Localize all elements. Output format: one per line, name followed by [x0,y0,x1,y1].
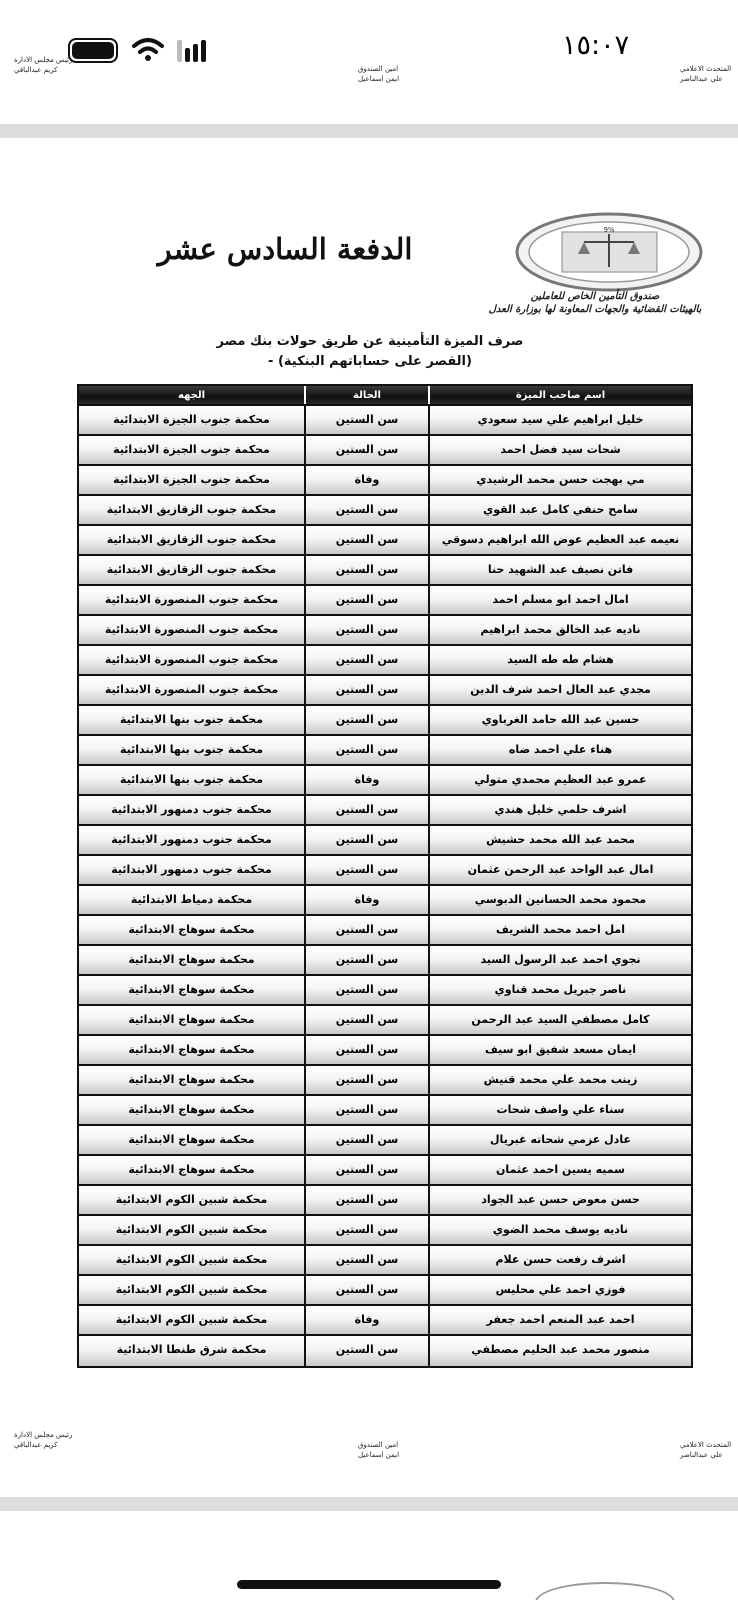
table-row [79,586,691,616]
cell-department: محكمة جنوب بنها الابتدائية [79,766,304,794]
table-row [79,946,691,976]
cell-name: اشرف حلمي خليل هندي [428,796,691,824]
cell-name: نعيمه عبد العظيم عوض الله ابراهيم دسوقي [428,526,691,554]
cell-department: محكمة جنوب الجيزة الابتدائية [79,406,304,434]
cell-name: مي بهجت حسن محمد الرشيدي [428,466,691,494]
svg-text:9%: 9% [603,226,615,234]
table-row [79,676,691,706]
table-row [79,556,691,586]
cell-status: سن الستين [304,1096,428,1124]
cell-status: وفاة [304,766,428,794]
signature-treasurer: امين الصندوق ايمن اسماعيل [358,65,400,83]
table-row [79,406,691,436]
cell-status: سن الستين [304,406,428,434]
cell-name: سناء علي واصف شحات [428,1096,691,1124]
cell-status: سن الستين [304,976,428,1004]
cell-department: محكمة شبين الكوم الابتدائية [79,1276,304,1304]
cell-department: محكمة جنوب دمنهور الابتدائية [79,796,304,824]
table-row [79,1156,691,1186]
cell-status: سن الستين [304,526,428,554]
cell-status: سن الستين [304,556,428,584]
table-row [79,766,691,796]
cell-status: سن الستين [304,1036,428,1064]
table-row [79,1276,691,1306]
header-status: الحالة [304,386,428,404]
table-row [79,886,691,916]
cell-department: محكمة شبين الكوم الابتدائية [79,1306,304,1334]
cell-department: محكمة جنوب دمنهور الابتدائية [79,856,304,884]
cell-department: محكمة جنوب بنها الابتدائية [79,736,304,764]
cell-department: محكمة سوهاج الابتدائية [79,1066,304,1094]
table-row [79,706,691,736]
cell-name: سميه يسين احمد عثمان [428,1156,691,1184]
cell-name: عمرو عبد العظيم محمدي متولي [428,766,691,794]
cell-department: محكمة جنوب الزقازيق الابتدائية [79,556,304,584]
cell-status: سن الستين [304,676,428,704]
cell-name: فوزي احمد علي محليس [428,1276,691,1304]
table-row [79,1096,691,1126]
header-name: اسم صاحب الميزة [428,386,691,404]
table-row [79,916,691,946]
cell-status: سن الستين [304,916,428,944]
cell-status: وفاة [304,886,428,914]
battery-icon [68,38,118,63]
table-row [79,1246,691,1276]
cell-status: سن الستين [304,1186,428,1214]
next-page-logo-partial [535,1582,675,1600]
cell-department: محكمة جنوب الجيزة الابتدائية [79,436,304,464]
description-line-1: صرف الميزة التأمينية عن طريق حولات بنك مصر [216,334,524,349]
table-row [79,436,691,466]
status-bar [0,0,738,70]
status-time: ١٥:٠٧ [562,30,630,61]
table-row [79,1036,691,1066]
table-row [79,1216,691,1246]
cell-status: سن الستين [304,736,428,764]
page-separator-bottom [0,1497,738,1511]
cell-name: محمد عبد الله محمد حشيش [428,826,691,854]
table-row [79,1186,691,1216]
table-row [79,616,691,646]
cell-status: وفاة [304,466,428,494]
table-row [79,526,691,556]
cell-name: حسين عبد الله حامد الغرباوي [428,706,691,734]
cell-department: محكمة شبين الكوم الابتدائية [79,1186,304,1214]
table-row [79,496,691,526]
cell-name: هشام طه طه السيد [428,646,691,674]
cell-department: محكمة جنوب المنصورة الابتدائية [79,616,304,644]
table-body [79,406,691,1366]
cell-department: محكمة سوهاج الابتدائية [79,1126,304,1154]
cell-name: خليل ابراهيم علي سيد سعودي [428,406,691,434]
cell-department: محكمة سوهاج الابتدائية [79,1156,304,1184]
cell-status: سن الستين [304,1126,428,1154]
cell-status: سن الستين [304,1066,428,1094]
cell-department: محكمة جنوب المنصورة الابتدائية [79,586,304,614]
table-row [79,796,691,826]
cell-department: محكمة جنوب المنصورة الابتدائية [79,646,304,674]
home-indicator[interactable] [237,1580,501,1589]
cell-department: محكمة سوهاج الابتدائية [79,1006,304,1034]
table-row [79,646,691,676]
cell-status: سن الستين [304,706,428,734]
cellular-signal-icon [177,40,206,62]
table-row [79,1306,691,1336]
cell-name: اشرف رفعت حسن علام [428,1246,691,1274]
logo-caption: صندوق التأمين الخاص للعاملين بالهيئات القضائية والجهات المعاونة لها بوزارة العدل [488,291,702,315]
table-row [79,736,691,766]
cell-name: فاتن نصيف عبد الشهيد حنا [428,556,691,584]
cell-name: حسن معوض حسن عبد الجواد [428,1186,691,1214]
cell-status: سن الستين [304,1006,428,1034]
cell-department: محكمة شبين الكوم الابتدائية [79,1246,304,1274]
header-department: الجهه [177,390,206,401]
cell-department: محكمة جنوب الزقازيق الابتدائية [79,496,304,524]
cell-name: محمود محمد الحسانين الدبوسي [428,886,691,914]
signature-spokesman: المتحدث الاعلامي علي عبدالناصر [680,65,732,83]
table-row [79,1066,691,1096]
beneficiaries-table [77,384,693,1368]
batch-title: الدفعة السادس عشر [157,232,413,266]
cell-department: محكمة شرق طنطا الابتدائية [79,1336,304,1366]
cell-status: سن الستين [304,586,428,614]
cell-department: محكمة سوهاج الابتدائية [79,1096,304,1124]
cell-department: محكمة جنوب الزقازيق الابتدائية [79,526,304,554]
cell-status: سن الستين [304,646,428,674]
cell-name: عادل عزمي شحاته غبريال [428,1126,691,1154]
cell-name: ناديه يوسف محمد الضوي [428,1216,691,1244]
table-row [79,1336,691,1366]
cell-department: محكمة سوهاج الابتدائية [79,976,304,1004]
cell-department: محكمة دمياط الابتدائية [79,886,304,914]
cell-status: سن الستين [304,1216,428,1244]
table-row [79,1126,691,1156]
wifi-icon [132,38,164,62]
cell-department: محكمة جنوب بنها الابتدائية [79,706,304,734]
cell-name: ناديه عبد الخالق محمد ابراهيم [428,616,691,644]
cell-name: احمد عبد المنعم احمد جعفر [428,1306,691,1334]
table-row [79,1006,691,1036]
cell-department: محكمة سوهاج الابتدائية [79,946,304,974]
cell-department: محكمة سوهاج الابتدائية [79,1036,304,1064]
cell-status: سن الستين [304,1156,428,1184]
cell-name: هناء علي احمد ضاه [428,736,691,764]
page-separator [0,124,738,138]
cell-name: كامل مصطفي السيد عبد الرحمن [428,1006,691,1034]
table-row [79,856,691,886]
cell-name: شحات سيد فضل احمد [428,436,691,464]
cell-name: نجوي احمد عبد الرسول السيد [428,946,691,974]
cell-status: سن الستين [304,496,428,524]
signature-chairman-bottom: رئيس مجلس الادارة كريم عبدالباقي [14,1431,73,1449]
cell-status: سن الستين [304,436,428,464]
cell-status: سن الستين [304,856,428,884]
cell-department: محكمة جنوب دمنهور الابتدائية [79,826,304,854]
cell-status: سن الستين [304,616,428,644]
cell-name: مجدي عبد العال احمد شرف الدين [428,676,691,704]
cell-name: امال عبد الواحد عبد الرحمن عثمان [428,856,691,884]
description-line-2: - (القصر على حساباتهم البنكية) [268,354,472,369]
cell-department: محكمة سوهاج الابتدائية [79,916,304,944]
cell-name: امال احمد ابو مسلم احمد [428,586,691,614]
cell-name: ايمان مسعد شفيق ابو سيف [428,1036,691,1064]
cell-department: محكمة شبين الكوم الابتدائية [79,1216,304,1244]
cell-status: سن الستين [304,796,428,824]
cell-status: وفاة [304,1306,428,1334]
cell-status: سن الستين [304,826,428,854]
table-header [79,386,691,406]
table-row [79,976,691,1006]
cell-name: امل احمد محمد الشريف [428,916,691,944]
table-row [79,466,691,496]
cell-status: سن الستين [304,1276,428,1304]
cell-name: ناصر جبريل محمد قناوي [428,976,691,1004]
cell-department: محكمة جنوب المنصورة الابتدائية [79,676,304,704]
cell-status: سن الستين [304,1246,428,1274]
cell-status: سن الستين [304,1336,428,1366]
cell-status: سن الستين [304,946,428,974]
cell-name: زينب محمد علي محمد قنيش [428,1066,691,1094]
signature-treasurer-bottom: امين الصندوق ايمن اسماعيل [358,1441,400,1459]
signature-spokesman-bottom: المتحدث الاعلامي علي عبدالناصر [680,1441,732,1459]
cell-name: منصور محمد عبد الحليم مصطفي [428,1336,691,1366]
table-row [79,826,691,856]
cell-department: محكمة جنوب الجيزة الابتدائية [79,466,304,494]
cell-name: سامح حنفي كامل عبد القوي [428,496,691,524]
signature-chairman: رئيس مجلس الادارة كريم عبدالباقي [14,56,73,74]
